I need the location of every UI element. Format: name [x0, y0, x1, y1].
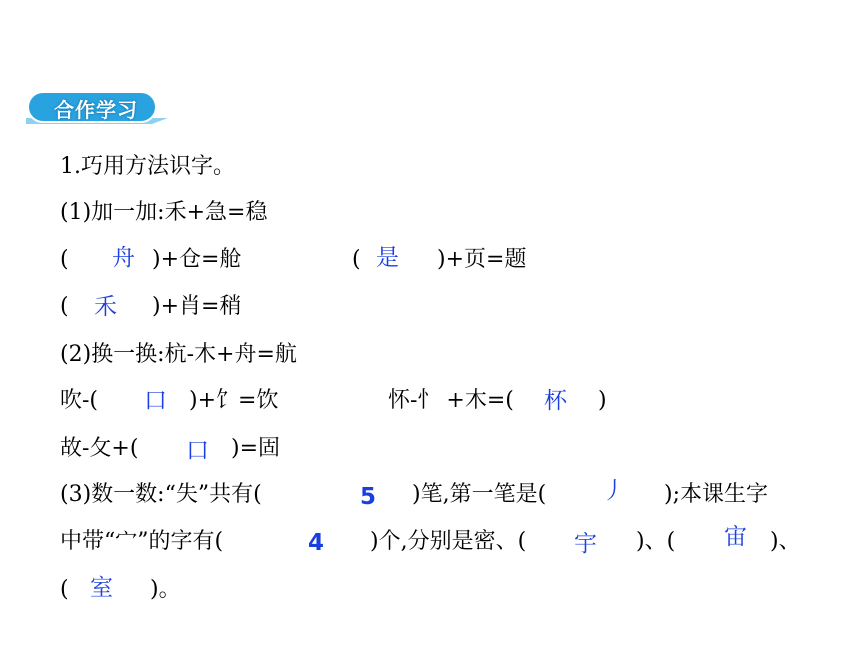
answer-kou: 口 [144, 388, 167, 414]
blank-open: ( [60, 577, 69, 602]
text: )+肖=稍 [152, 294, 242, 319]
text: 中带“宀”的字有( [60, 529, 224, 554]
part2-heading: (2)换一换:杭-木+舟=航 [60, 342, 297, 367]
text: )个,分别是密、( [370, 529, 527, 554]
blank-open: ( [60, 294, 69, 319]
blank-open: ( [60, 247, 69, 272]
answer-count: 4 [308, 530, 325, 556]
answer-shi-2: 室 [90, 575, 113, 601]
text: (3)数一数:“失”共有( [60, 482, 262, 507]
text: )、( [636, 529, 676, 554]
answer-zhou-2: 宙 [724, 524, 747, 550]
answer-first-stroke: 丿 [602, 478, 625, 504]
answer-zhou: 舟 [112, 245, 135, 271]
text: );本课生字 [664, 482, 768, 507]
text: 怀-忄 +木=( [388, 388, 514, 413]
text: 故-攵+( [60, 436, 139, 461]
text: )=固 [231, 436, 281, 461]
answer-stroke-count: 5 [360, 484, 377, 510]
text: )、 [770, 529, 801, 554]
answer-kou-2: 口 [186, 438, 209, 464]
text: 吹-( [60, 388, 99, 413]
answer-bei: 杯 [544, 388, 567, 414]
answer-shi: 是 [376, 245, 399, 271]
text: )+仓=舱 [152, 247, 242, 272]
text: ) [598, 388, 607, 413]
answer-he: 禾 [94, 294, 117, 320]
part1-heading: (1)加一加:禾+急=稳 [60, 200, 268, 225]
text: )+饣=饮 [189, 388, 279, 413]
text: )。 [150, 577, 181, 602]
badge-label: 合作学习 [54, 98, 138, 122]
section-badge [22, 90, 172, 126]
text: )笔,第一笔是( [412, 482, 547, 507]
question-title: 1.巧用方法识字。 [60, 154, 235, 179]
blank-open: ( [352, 247, 361, 272]
text: )+页=题 [437, 247, 527, 272]
answer-yu: 宇 [574, 531, 597, 557]
